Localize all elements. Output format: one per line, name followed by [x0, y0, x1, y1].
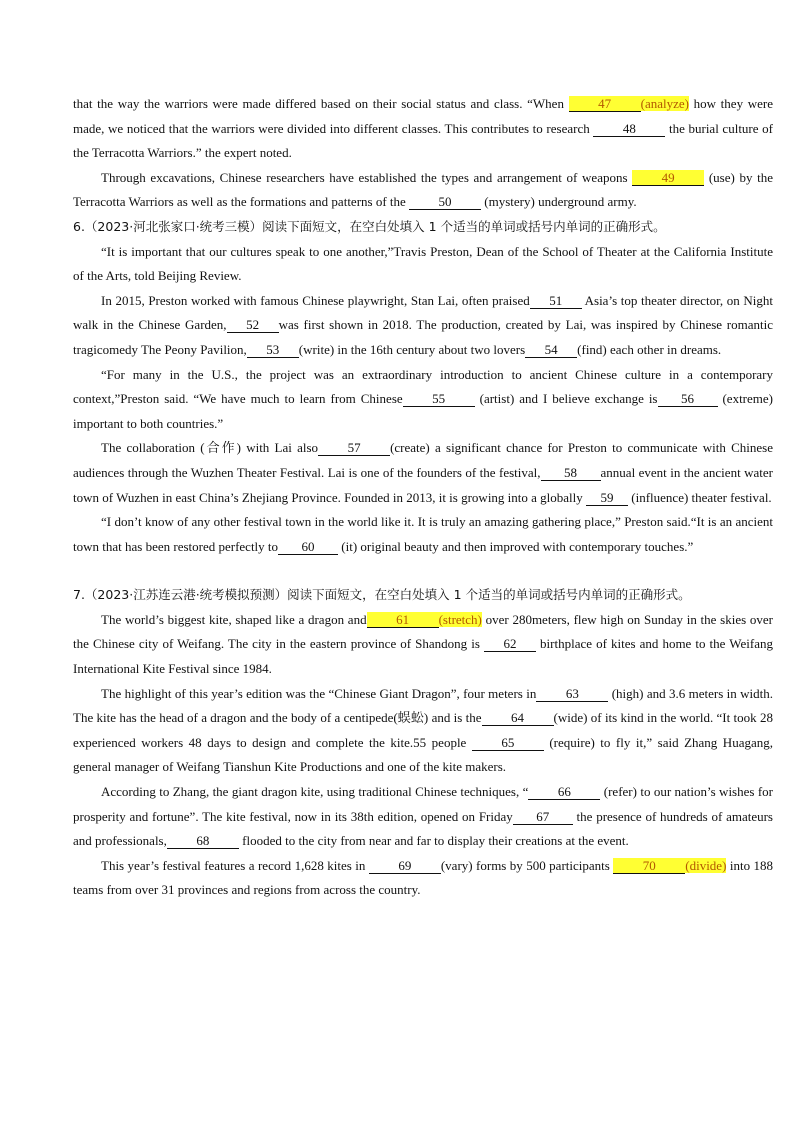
blank-55[interactable]: 55 [403, 391, 475, 407]
text: (use) by the Terracotta Warriors as well as the formations and patterns of the [73, 169, 773, 210]
document-page [73, 92, 773, 903]
paragraph: “It is important that our cultures speak to one another,”Travis Preston, Dean of the School of Theater at the California Institute of the Arts, told Beijing Review. [73, 243, 773, 284]
blank-69[interactable]: 69 [369, 858, 441, 874]
text: Through excavations, Chinese researchers have established the types and arrangement of weapons [101, 169, 633, 185]
paragraph [73, 780, 773, 854]
blank-63[interactable]: 63 [536, 686, 608, 702]
paragraph [73, 608, 773, 682]
text: the presence of hundreds of amateurs and professionals, [73, 808, 773, 849]
text: flooded to the city from near and far to display their creations at the event. [238, 833, 629, 849]
paragraph [73, 166, 773, 215]
blank-68[interactable]: 68 [167, 833, 239, 849]
paragraph [73, 436, 773, 510]
text: over 280meters, flew high on Sunday in the skies over the Chinese city of Weifang. The city in the eastern province of Shandong is [73, 611, 773, 652]
hint-70: (divide) [685, 857, 727, 873]
blank-70[interactable]: 70 [613, 858, 685, 874]
paragraph [73, 510, 773, 559]
text: (refer) to our nation’s wishes for prosperity and fortune”. The kite festival, now in its 38th edition, opened on Friday [73, 784, 773, 824]
text: (influence) theater festival. [628, 489, 772, 505]
passage-6-heading: 6.（2023·河北张家口·统考三模）阅读下面短文，在空白处填入 1 个适当的单词或括号内单词的正确形式。 [73, 218, 666, 234]
hint-61: (stretch) [438, 611, 482, 627]
blank-57[interactable]: 57 [318, 440, 390, 456]
paragraph [73, 92, 773, 166]
blank-66[interactable]: 66 [528, 784, 600, 800]
text: This year’s festival features a record 1,628 kites in [101, 857, 369, 873]
text: (wide) of its kind in the world. “It took 28 experienced workers 48 days to design and complete the kite.55 people [73, 710, 773, 750]
blank-50[interactable]: 50 [409, 194, 481, 210]
blank-52[interactable]: 52 [227, 317, 279, 333]
text: how they were made, we noticed that the warriors were divided into different classes. This contributes to research [73, 96, 773, 136]
hint-47: (analyze) [640, 96, 689, 111]
text: “I don’t know of any other festival town in the world like it. It is truly an amazing gathering place,” Preston said.“It is an ancient town that has been restored perfectly to [73, 514, 773, 554]
paragraph [73, 854, 773, 903]
text: (create) a significant chance for Preston to communicate with Chinese audiences through the Wuzhen Theater Festival. Lai is one of the founders of the festival, [73, 440, 773, 480]
text: “For many in the U.S., the project was an extraordinary introduction to ancient Chinese culture in a contemporary context,”Preston said. “We have much to learn from Chinese [73, 366, 773, 407]
text: the burial culture of the Terracotta Warriors.” the expert noted. [73, 120, 773, 161]
blank-60[interactable]: 60 [278, 539, 338, 555]
blank-53[interactable]: 53 [247, 342, 299, 358]
paragraph [73, 682, 773, 780]
blank-59[interactable]: 59 [586, 490, 628, 506]
text: (vary) forms by 500 participants [440, 857, 614, 873]
blank-62[interactable]: 62 [484, 636, 536, 652]
text: (it) original beauty and then improved with contemporary touches.” [338, 538, 694, 554]
text: (find) each other in dreams. [577, 341, 722, 357]
text: birthplace of kites and home to the Weifang International Kite Festival since 1984. [73, 636, 773, 677]
text: that the way the warriors were made differed based on their social status and class. “When [73, 96, 569, 111]
blank-48[interactable]: 48 [593, 121, 665, 137]
blank-65[interactable]: 65 [472, 735, 544, 751]
text: (write) in the 16th century about two lovers [298, 341, 526, 357]
text: The collaboration (合作) with Lai also [101, 440, 319, 456]
text: In 2015, Preston worked with famous Chinese playwright, Stan Lai, often praised [101, 292, 530, 308]
paragraph [73, 289, 773, 363]
text: (require) to fly it,” said Zhang Huagang, general manager of Weifang Tianshun Kite Productions and one of the kite makers. [73, 734, 773, 775]
blank-67[interactable]: 67 [513, 809, 573, 825]
blank-51[interactable]: 51 [530, 293, 582, 309]
blank-49[interactable]: 49 [632, 170, 704, 186]
text: was first shown in 2018. The production, created by Lai, was inspired by Chinese romantic tragicomedy The Peony Pavilion, [73, 317, 774, 357]
text: (mystery) underground army. [481, 194, 637, 210]
text: The highlight of this year’s edition was the “Chinese Giant Dragon”, four meters in [101, 685, 537, 701]
text: annual event in the ancient water town of Wuzhen in east China’s Zhejiang Province. Founded in 2013, it is growing into a globally [73, 464, 773, 505]
passage-7-heading: 7.（2023·江苏连云港·统考模拟预测）阅读下面短文，在空白处填入 1 个适当的单词或括号内单词的正确形式。 [73, 587, 691, 603]
blank-61[interactable]: 61 [367, 612, 439, 628]
text: (high) and 3.6 meters in width. The kite has the head of a dragon and the body of a centipede(蜈蚣) and is the [73, 685, 773, 726]
blank-54[interactable]: 54 [525, 342, 577, 358]
blank-58[interactable]: 58 [541, 465, 601, 481]
blank-56[interactable]: 56 [658, 391, 718, 407]
text: Asia’s top theater director, on Night walk in the Chinese Garden, [73, 292, 773, 333]
text: The world’s biggest kite, shaped like a dragon and [101, 611, 367, 627]
text: According to Zhang, the giant dragon kite, using traditional Chinese techniques, “ [101, 784, 529, 800]
blank-64[interactable]: 64 [482, 710, 554, 726]
text: into 188 teams from over 31 provinces and regions from across the country. [73, 857, 773, 898]
text: (artist) and I believe exchange is [474, 391, 658, 407]
text: (extreme) important to both countries.” [73, 391, 773, 431]
blank-47[interactable]: 47 [569, 96, 641, 112]
paragraph [73, 363, 773, 437]
spacer [73, 559, 773, 583]
